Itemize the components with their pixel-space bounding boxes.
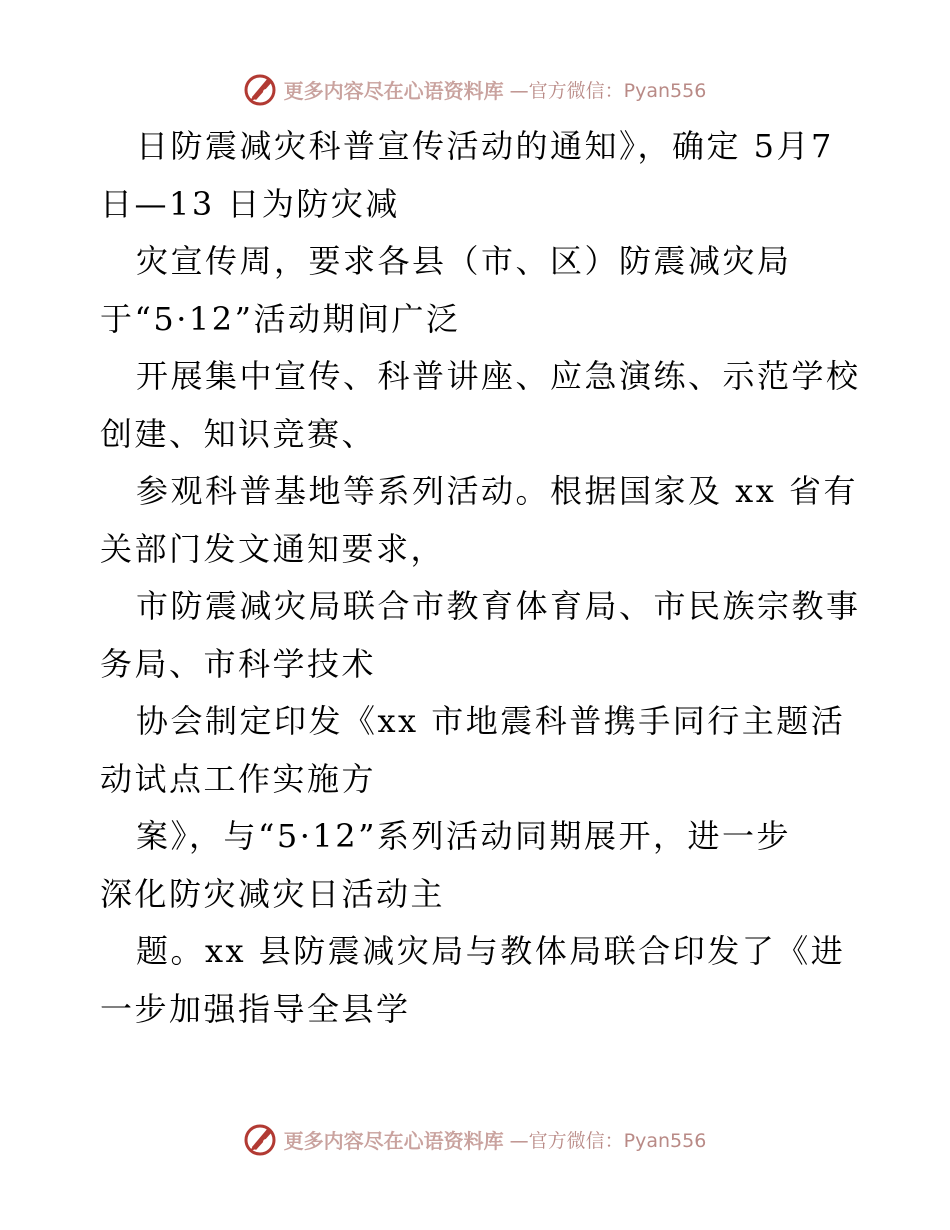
banner-site-text: 更多内容尽在心语资料库 (283, 1128, 504, 1153)
banner-site-text: 更多内容尽在心语资料库 (283, 78, 504, 103)
header-banner (0, 70, 950, 108)
body-line: 市防震减灾局联合市教育体育局、市民族宗教事 (136, 587, 861, 625)
body-line: 协会制定印发《xx 市地震科普携手同行主题活 (136, 702, 846, 740)
body-line: 深化防灾减灾日活动主 (100, 874, 446, 913)
pen-logo-icon (244, 70, 278, 108)
banner-wechat-text: —官方微信：Pyan556 (509, 79, 707, 102)
body-line: 关部门发文通知要求， (100, 529, 446, 568)
body-line: 参观科普基地等系列活动。根据国家及 xx 省有 (136, 472, 858, 510)
banner-wechat-text: —官方微信：Pyan556 (509, 1129, 707, 1152)
body-line: 动试点工作实施方 (100, 759, 377, 798)
body-line: 一步加强指导全县学 (100, 989, 411, 1028)
body-line: 于“5·12”活动期间广泛 (100, 299, 461, 338)
body-line: 题。xx 县防震减灾局与教体局联合印发了《进 (136, 932, 846, 970)
body-line: 创建、知识竞赛、 (100, 414, 377, 453)
body-line: 开展集中宣传、科普讲座、应急演练、示范学校 (136, 357, 861, 395)
body-line: 案》，与“5·12”系列活动同期展开，进一步 (136, 817, 791, 855)
body-line: 日—13 日为防灾减 (100, 184, 400, 223)
footer-banner (0, 1120, 950, 1158)
body-line: 日防震减灾科普宣传活动的通知》，确定 5月7 (136, 127, 834, 165)
document-body (100, 118, 860, 1038)
body-line: 灾宣传周，要求各县（市、区）防震减灾局 (136, 242, 792, 280)
body-line: 务局、市科学技术 (100, 644, 377, 683)
pen-logo-icon (244, 1120, 278, 1158)
